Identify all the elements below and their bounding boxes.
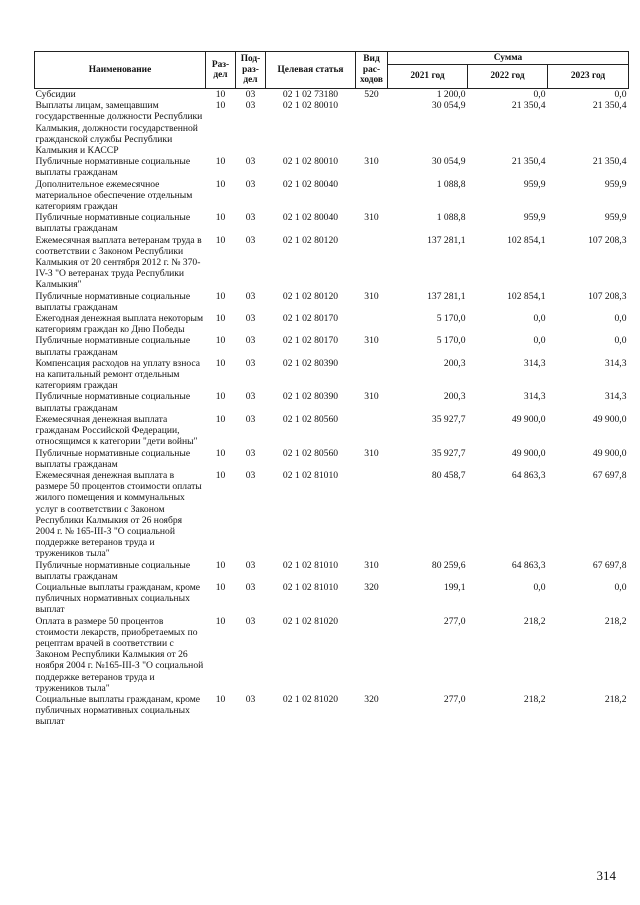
table-row [35,470,629,560]
row-value-2023: 218,2 [604,693,627,705]
row-target-article: 02 1 02 80120 [282,234,339,246]
row-value-2021: 80 458,7 [431,469,466,481]
row-section: 10 [215,156,226,168]
row-value-2022: 0,0 [468,89,548,101]
row-subsection: 03 [245,290,256,302]
table-row [35,616,629,694]
row-subsection: 03 [245,391,256,403]
row-name: Социальные выплаты гражданам, кроме публичных нормативных социальных выплат [35,693,201,728]
row-value-2021: 5 170,0 [436,335,466,347]
row-name: Ежемесячная выплата ветеранам труда в соответствии с Законом Республики Калмыкия от 20 сентября 2012 г. № 370-IV-З "О ветеранах труда Республики Калмыкия" [35,234,202,291]
row-name: Публичные нормативные социальные выплаты гражданам [35,290,191,313]
table-row [35,212,629,234]
header-expense-type: Вид рас-ходов [356,52,388,89]
table-row [35,100,629,156]
header-name: Наименование [35,52,206,89]
row-section: 10 [215,357,226,369]
row-section: 10 [215,212,226,224]
table-row [35,179,629,213]
row-value-2021: 80 259,6 [431,559,466,571]
table-row [35,335,629,357]
row-expense-type: 310 [364,447,379,459]
row-expense-type: 310 [364,335,379,347]
row-expense-type: 320 [364,693,379,705]
row-value-2023: 67 697,8 [592,469,627,481]
table-row [35,156,629,178]
row-target-article: 02 1 02 80120 [282,290,339,302]
row-name: Ежегодная денежная выплата некоторым категориям граждан ко Дню Победы [35,313,204,336]
row-section: 10 [215,234,226,246]
row-value-2022: 21 350,4 [511,156,546,168]
header-target-article: Целевая статья [266,52,356,89]
row-section: 10 [215,178,226,190]
row-value-2022: 64 863,3 [511,559,546,571]
row-name: Публичные нормативные социальные выплаты гражданам [35,391,191,414]
row-subsection: 03 [245,335,256,347]
row-subsection: 03 [236,89,266,101]
row-target-article: 02 1 02 80390 [282,391,339,403]
row-expense-type [356,313,388,335]
row-value-2022: 64 863,3 [511,469,546,481]
row-value-2022: 49 900,0 [511,447,546,459]
row-value-2022: 102 854,1 [507,290,546,302]
row-section: 10 [206,89,236,101]
row-value-2022: 218,2 [523,693,546,705]
row-value-2021: 1 088,8 [436,212,466,224]
row-value-2023: 959,9 [604,212,627,224]
row-section: 10 [215,581,226,593]
row-target-article: 02 1 02 80040 [282,178,339,190]
row-expense-type: 310 [364,156,379,168]
row-section: 10 [215,100,226,112]
row-target-article: 02 1 02 80390 [282,357,339,369]
row-value-2022: 102 854,1 [507,234,546,246]
row-subsection: 03 [245,693,256,705]
row-value-2023: 0,0 [614,581,627,593]
row-subsection: 03 [245,178,256,190]
row-target-article: 02 1 02 81020 [282,615,339,627]
row-value-2021: 1 200,0 [388,89,468,101]
row-subsection: 03 [245,615,256,627]
header-section: Раз-дел [206,52,236,89]
row-section: 10 [215,391,226,403]
row-value-2021: 137 281,1 [427,234,466,246]
row-value-2023: 67 697,8 [592,559,627,571]
table-row [35,313,629,335]
row-value-2021: 1 088,8 [436,178,466,190]
row-value-2021: 277,0 [443,615,466,627]
row-expense-type [356,414,388,448]
row-value-2021: 35 927,7 [431,447,466,459]
row-value-2021: 277,0 [443,693,466,705]
row-value-2022: 49 900,0 [511,413,546,425]
row-section: 10 [215,335,226,347]
row-value-2022: 959,9 [523,212,546,224]
row-value-2021: 200,3 [443,357,466,369]
row-expense-type: 310 [364,391,379,403]
row-value-2022: 314,3 [523,357,546,369]
row-value-2022: 0,0 [533,335,546,347]
row-name: Субсидии [35,89,206,101]
row-value-2023: 21 350,4 [592,100,627,112]
row-section: 10 [215,290,226,302]
table-row [35,694,629,728]
row-section: 10 [215,313,226,325]
row-target-article: 02 1 02 81010 [282,581,339,593]
row-value-2021: 35 927,7 [431,413,466,425]
page-number: 314 [596,868,616,883]
row-target-article: 02 1 02 81020 [282,693,339,705]
table-row [35,391,629,413]
row-value-2023: 0,0 [614,313,627,325]
row-name: Социальные выплаты гражданам, кроме публичных нормативных социальных выплат [35,581,201,616]
row-value-2023: 314,3 [604,357,627,369]
table-row [35,235,629,291]
row-expense-type [356,100,388,156]
row-value-2021: 137 281,1 [427,290,466,302]
row-target-article: 02 1 02 81010 [282,469,339,481]
table-row [35,291,629,313]
row-name: Компенсация расходов на уплату взноса на капитальный ремонт отдельным категориям граждан [35,357,200,392]
row-expense-type [356,470,388,560]
row-section: 10 [215,615,226,627]
row-value-2021: 199,1 [443,581,466,593]
row-value-2022: 0,0 [533,581,546,593]
row-value-2023: 107 208,3 [588,234,627,246]
row-expense-type: 310 [364,290,379,302]
row-value-2022: 0,0 [533,313,546,325]
budget-table [34,51,629,728]
row-value-2023: 314,3 [604,391,627,403]
row-value-2021: 30 054,9 [431,100,466,112]
row-value-2022: 314,3 [523,391,546,403]
row-expense-type: 310 [364,212,379,224]
row-value-2023: 107 208,3 [588,290,627,302]
row-section: 10 [215,559,226,571]
row-name: Публичные нормативные социальные выплаты гражданам [35,156,191,179]
row-section: 10 [215,413,226,425]
row-value-2023: 49 900,0 [592,413,627,425]
row-name: Публичные нормативные социальные выплаты гражданам [35,559,191,582]
row-subsection: 03 [245,357,256,369]
row-subsection: 03 [245,581,256,593]
row-value-2023: 218,2 [604,615,627,627]
row-value-2023: 21 350,4 [592,156,627,168]
row-name: Оплата в размере 50 процентов стоимости лекарств, приобретаемых по рецептам врачей в соответствии с Законом Республики Калмыкия от 26 ноября 2004 г. №165-III-З "О социальной поддержке ветеранов труда и тружеников тыла" [35,615,204,694]
header-sum: Сумма [388,52,629,65]
row-value-2021: 30 054,9 [431,156,466,168]
row-subsection: 03 [245,447,256,459]
row-value-2022: 21 350,4 [511,100,546,112]
row-name: Публичные нормативные социальные выплаты гражданам [35,335,191,358]
table-row [35,582,629,616]
table-row [35,414,629,448]
table-row [35,358,629,392]
row-value-2023: 959,9 [604,178,627,190]
table-row [35,448,629,470]
row-value-2023: 49 900,0 [592,447,627,459]
row-subsection: 03 [245,100,256,112]
row-target-article: 02 1 02 80170 [282,335,339,347]
row-subsection: 03 [245,156,256,168]
header-year-2023: 2023 год [548,65,629,89]
row-target-article: 02 1 02 80040 [282,212,339,224]
row-value-2021: 5 170,0 [436,313,466,325]
row-section: 10 [215,693,226,705]
row-section: 10 [215,469,226,481]
row-name: Публичные нормативные социальные выплаты гражданам [35,212,191,235]
row-target-article: 02 1 02 80010 [282,156,339,168]
row-target-article: 02 1 02 80170 [282,313,339,325]
row-expense-type: 520 [356,89,388,101]
row-subsection: 03 [245,413,256,425]
row-expense-type: 310 [364,559,379,571]
row-section: 10 [215,447,226,459]
row-target-article: 02 1 02 80560 [282,413,339,425]
row-subsection: 03 [245,469,256,481]
row-subsection: 03 [245,212,256,224]
row-value-2023: 0,0 [548,89,629,101]
row-value-2021: 200,3 [443,391,466,403]
row-expense-type [356,358,388,392]
row-expense-type: 320 [364,581,379,593]
row-value-2022: 218,2 [523,615,546,627]
header-year-2022: 2022 год [468,65,548,89]
row-expense-type [356,179,388,213]
row-expense-type [356,616,388,694]
header-subsection: Под-раз-дел [236,52,266,89]
row-target-article: 02 1 02 73180 [266,89,356,101]
row-name: Публичные нормативные социальные выплаты гражданам [35,447,191,470]
row-name: Выплаты лицам, замещавшим государственные должности Республики Калмыкия, должности государственной гражданской службы Республики Калмыкия и КАССР [35,100,203,157]
row-subsection: 03 [245,559,256,571]
row-name: Ежемесячная денежная выплата гражданам Российской Федерации, относящимся к категории "дети войны" [35,413,198,448]
row-subsection: 03 [245,234,256,246]
table-row [35,560,629,582]
row-target-article: 02 1 02 80010 [282,100,339,112]
row-target-article: 02 1 02 80560 [282,447,339,459]
header-year-2021: 2021 год [388,65,468,89]
row-value-2023: 0,0 [614,335,627,347]
row-name: Ежемесячная денежная выплата в размере 50 процентов стоимости оплаты жилого помещения и коммунальных услуг в соответствии с Законом Республики Калмыкия от 26 ноября 2004 г. № 165-III-З "О социальной поддержке ветеранов труда и тружеников тыла" [35,469,202,560]
row-name: Дополнительное ежемесячное материальное обеспечение отдельным категориям граждан [35,178,193,213]
row-value-2022: 959,9 [523,178,546,190]
row-subsection: 03 [245,313,256,325]
table-row [35,89,629,101]
row-expense-type [356,235,388,291]
row-target-article: 02 1 02 81010 [282,559,339,571]
